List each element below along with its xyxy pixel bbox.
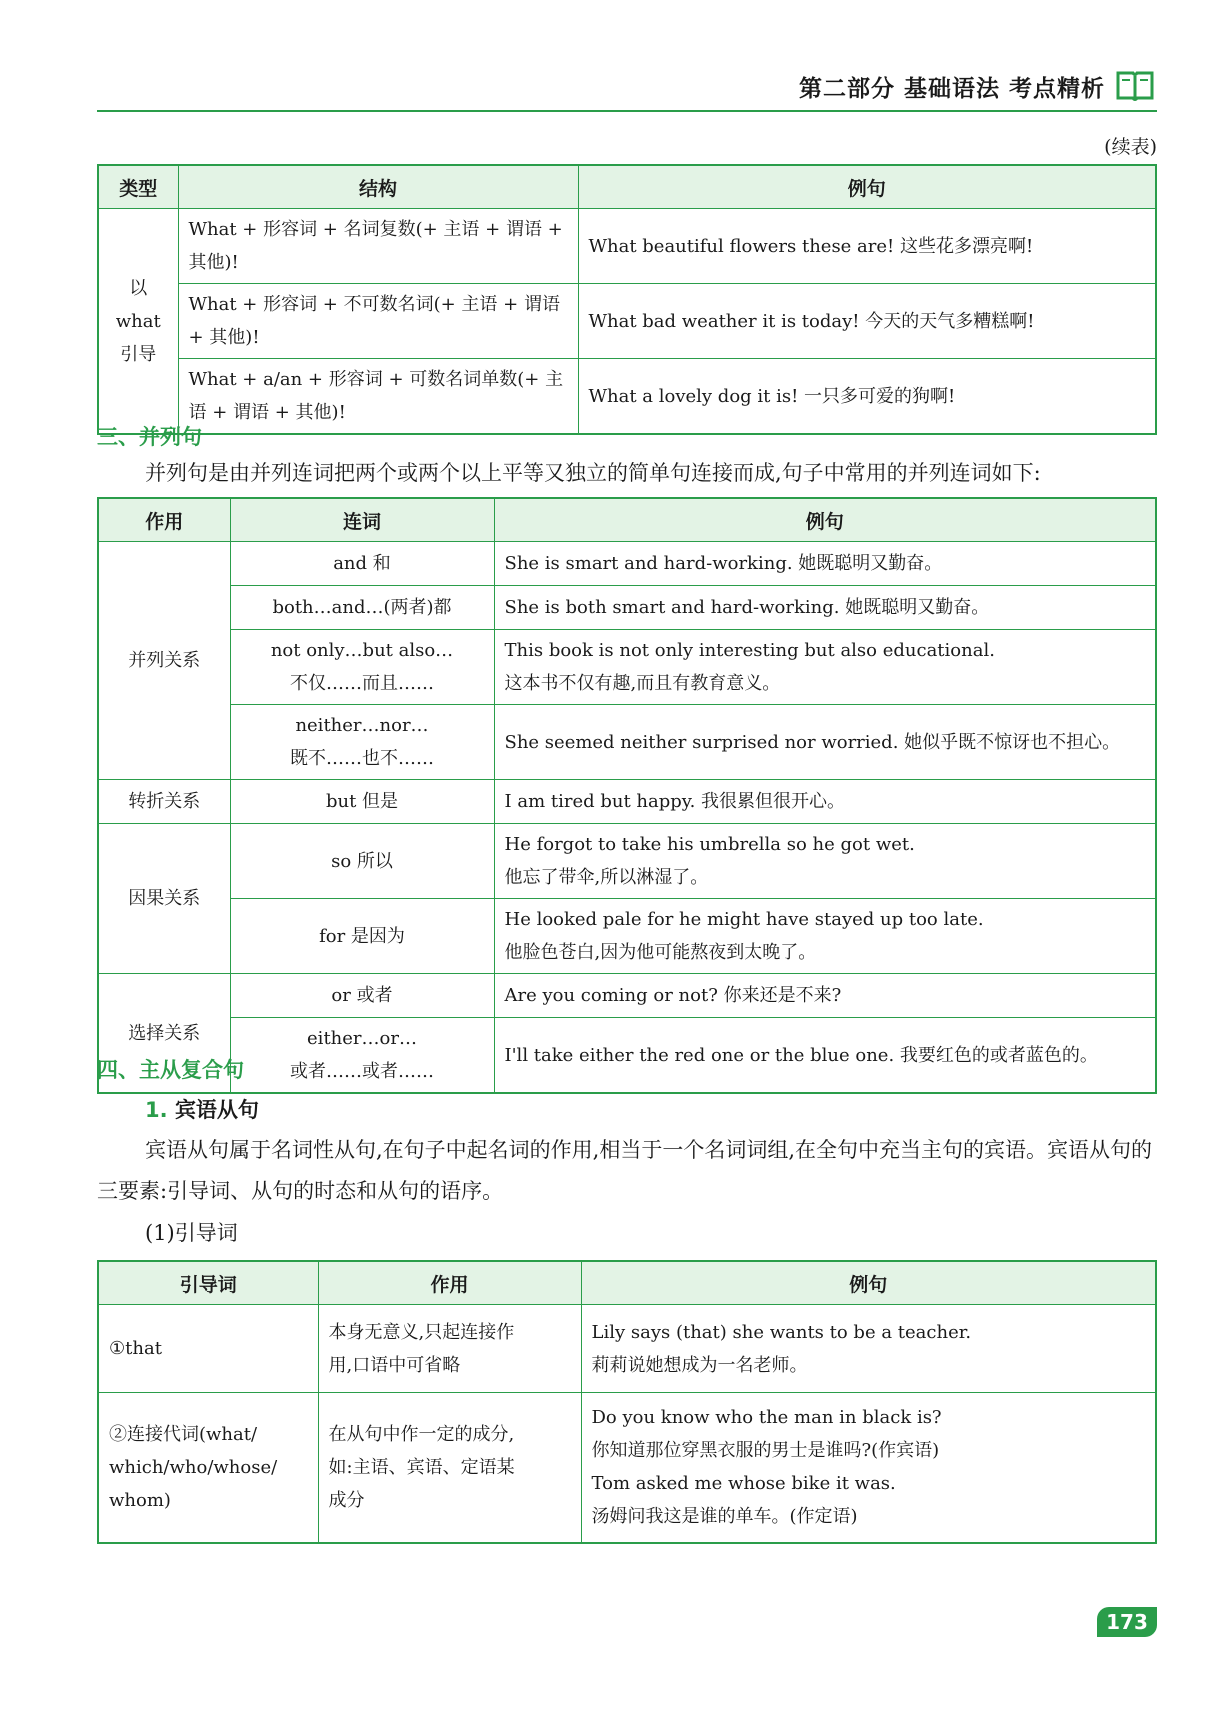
role-cell: 本身无意义,只起连接作 用,口语中可省略 [318,1305,581,1393]
example-cell: I'll take either the red one or the blue one. 我要红色的或者蓝色的。 [494,1018,1156,1094]
col-header-structure: 结构 [178,165,578,209]
role-cell: 并列关系 [98,542,230,780]
role-cell: 选择关系 [98,974,230,1094]
example-cell: What beautiful flowers these are! 这些花多漂亮啊! [578,209,1156,284]
conjunction-cell: either…or… 或者……或者…… [230,1018,494,1094]
example-cell: She seemed neither surprised nor worried. 她似乎既不惊讶也不担心。 [494,705,1156,780]
type-cell: 以 what 引导 [98,209,178,435]
col-header-type: 类型 [98,165,178,209]
page-header [97,68,1157,112]
conjunction-cell: for 是因为 [230,899,494,974]
example-cell: Are you coming or not? 你来还是不来? [494,974,1156,1018]
structure-cell: What + a/an + 形容词 + 可数名词单数(+ 主语 + 谓语 + 其他)! [178,359,578,435]
col-header-example: 例句 [581,1261,1156,1305]
example-cell: He looked pale for he might have stayed up too late. 他脸色苍白,因为他可能熬夜到太晚了。 [494,899,1156,974]
conjunction-cell: not only…but also… 不仅……而且…… [230,630,494,705]
example-cell: She is smart and hard-working. 她既聪明又勤奋。 [494,542,1156,586]
col-header-conjunction: 连词 [230,498,494,542]
page-number: 173 [1097,1607,1157,1637]
role-cell: 因果关系 [98,824,230,974]
conjunction-cell: or 或者 [230,974,494,1018]
example-cell: This book is not only interesting but also educational. 这本书不仅有趣,而且有教育意义。 [494,630,1156,705]
section-intro: 并列句是由并列连词把两个或两个以上平等又独立的简单句连接而成,句子中常用的并列连词如下: [145,461,1041,485]
item-heading: (1)引导词 [145,1221,238,1245]
introducer-table [97,1260,1157,1544]
header-title: 第二部分 基础语法 考点精析 [798,76,1105,102]
exclamation-table [97,164,1157,435]
example-cell: What a lovely dog it is! 一只多可爱的狗啊! [578,359,1156,435]
col-header-example: 例句 [494,498,1156,542]
col-header-word: 引导词 [98,1261,318,1305]
conjunction-cell: and 和 [230,542,494,586]
col-header-role: 作用 [318,1261,581,1305]
example-cell: Do you know who the man in black is? 你知道那位穿黑衣服的男士是谁吗?(作宾语) Tom asked me whose bike it was. 汤姆问我这是谁的单车。(作定语) [581,1393,1156,1543]
example-cell: He forgot to take his umbrella so he got wet. 他忘了带伞,所以淋湿了。 [494,824,1156,899]
subsection-label: 宾语从句 [174,1098,259,1122]
word-cell: ②连接代词(what/ which/who/whose/ whom) [98,1393,318,1543]
role-cell: 转折关系 [98,780,230,824]
col-header-role: 作用 [98,498,230,542]
subsection-title [145,1094,259,1124]
example-cell: Lily says (that) she wants to be a teacher. 莉莉说她想成为一名老师。 [581,1305,1156,1393]
conjunction-cell: but 但是 [230,780,494,824]
example-cell: I am tired but happy. 我很累但很开心。 [494,780,1156,824]
section-title-compound: 三、并列句 [97,425,202,449]
example-cell: She is both smart and hard-working. 她既聪明又勤奋。 [494,586,1156,630]
structure-cell: What + 形容词 + 名词复数(+ 主语 + 谓语 + 其他)! [178,209,578,284]
word-cell: ①that [98,1305,318,1393]
col-header-example: 例句 [578,165,1156,209]
subsection-number: 1. [145,1098,168,1122]
conjunction-cell: neither…nor… 既不……也不…… [230,705,494,780]
role-cell: 在从句中作一定的成分, 如:主语、宾语、定语某 成分 [318,1393,581,1543]
section-title-complex: 四、主从复合句 [97,1058,244,1082]
conjunction-cell: both…and…(两者)都 [230,586,494,630]
book-icon [1115,68,1155,102]
object-clause-paragraph: 宾语从句属于名词性从句,在句子中起名词的作用,相当于一个名词词组,在全句中充当主句的宾语。宾语从句的三要素:引导词、从句的时态和从句的语序。 [97,1138,1153,1203]
example-cell: What bad weather it is today! 今天的天气多糟糕啊! [578,284,1156,359]
conjunction-cell: so 所以 [230,824,494,899]
structure-cell: What + 形容词 + 不可数名词(+ 主语 + 谓语 + 其他)! [178,284,578,359]
continued-label: (续表) [1104,136,1157,158]
conjunction-table [97,497,1157,1094]
